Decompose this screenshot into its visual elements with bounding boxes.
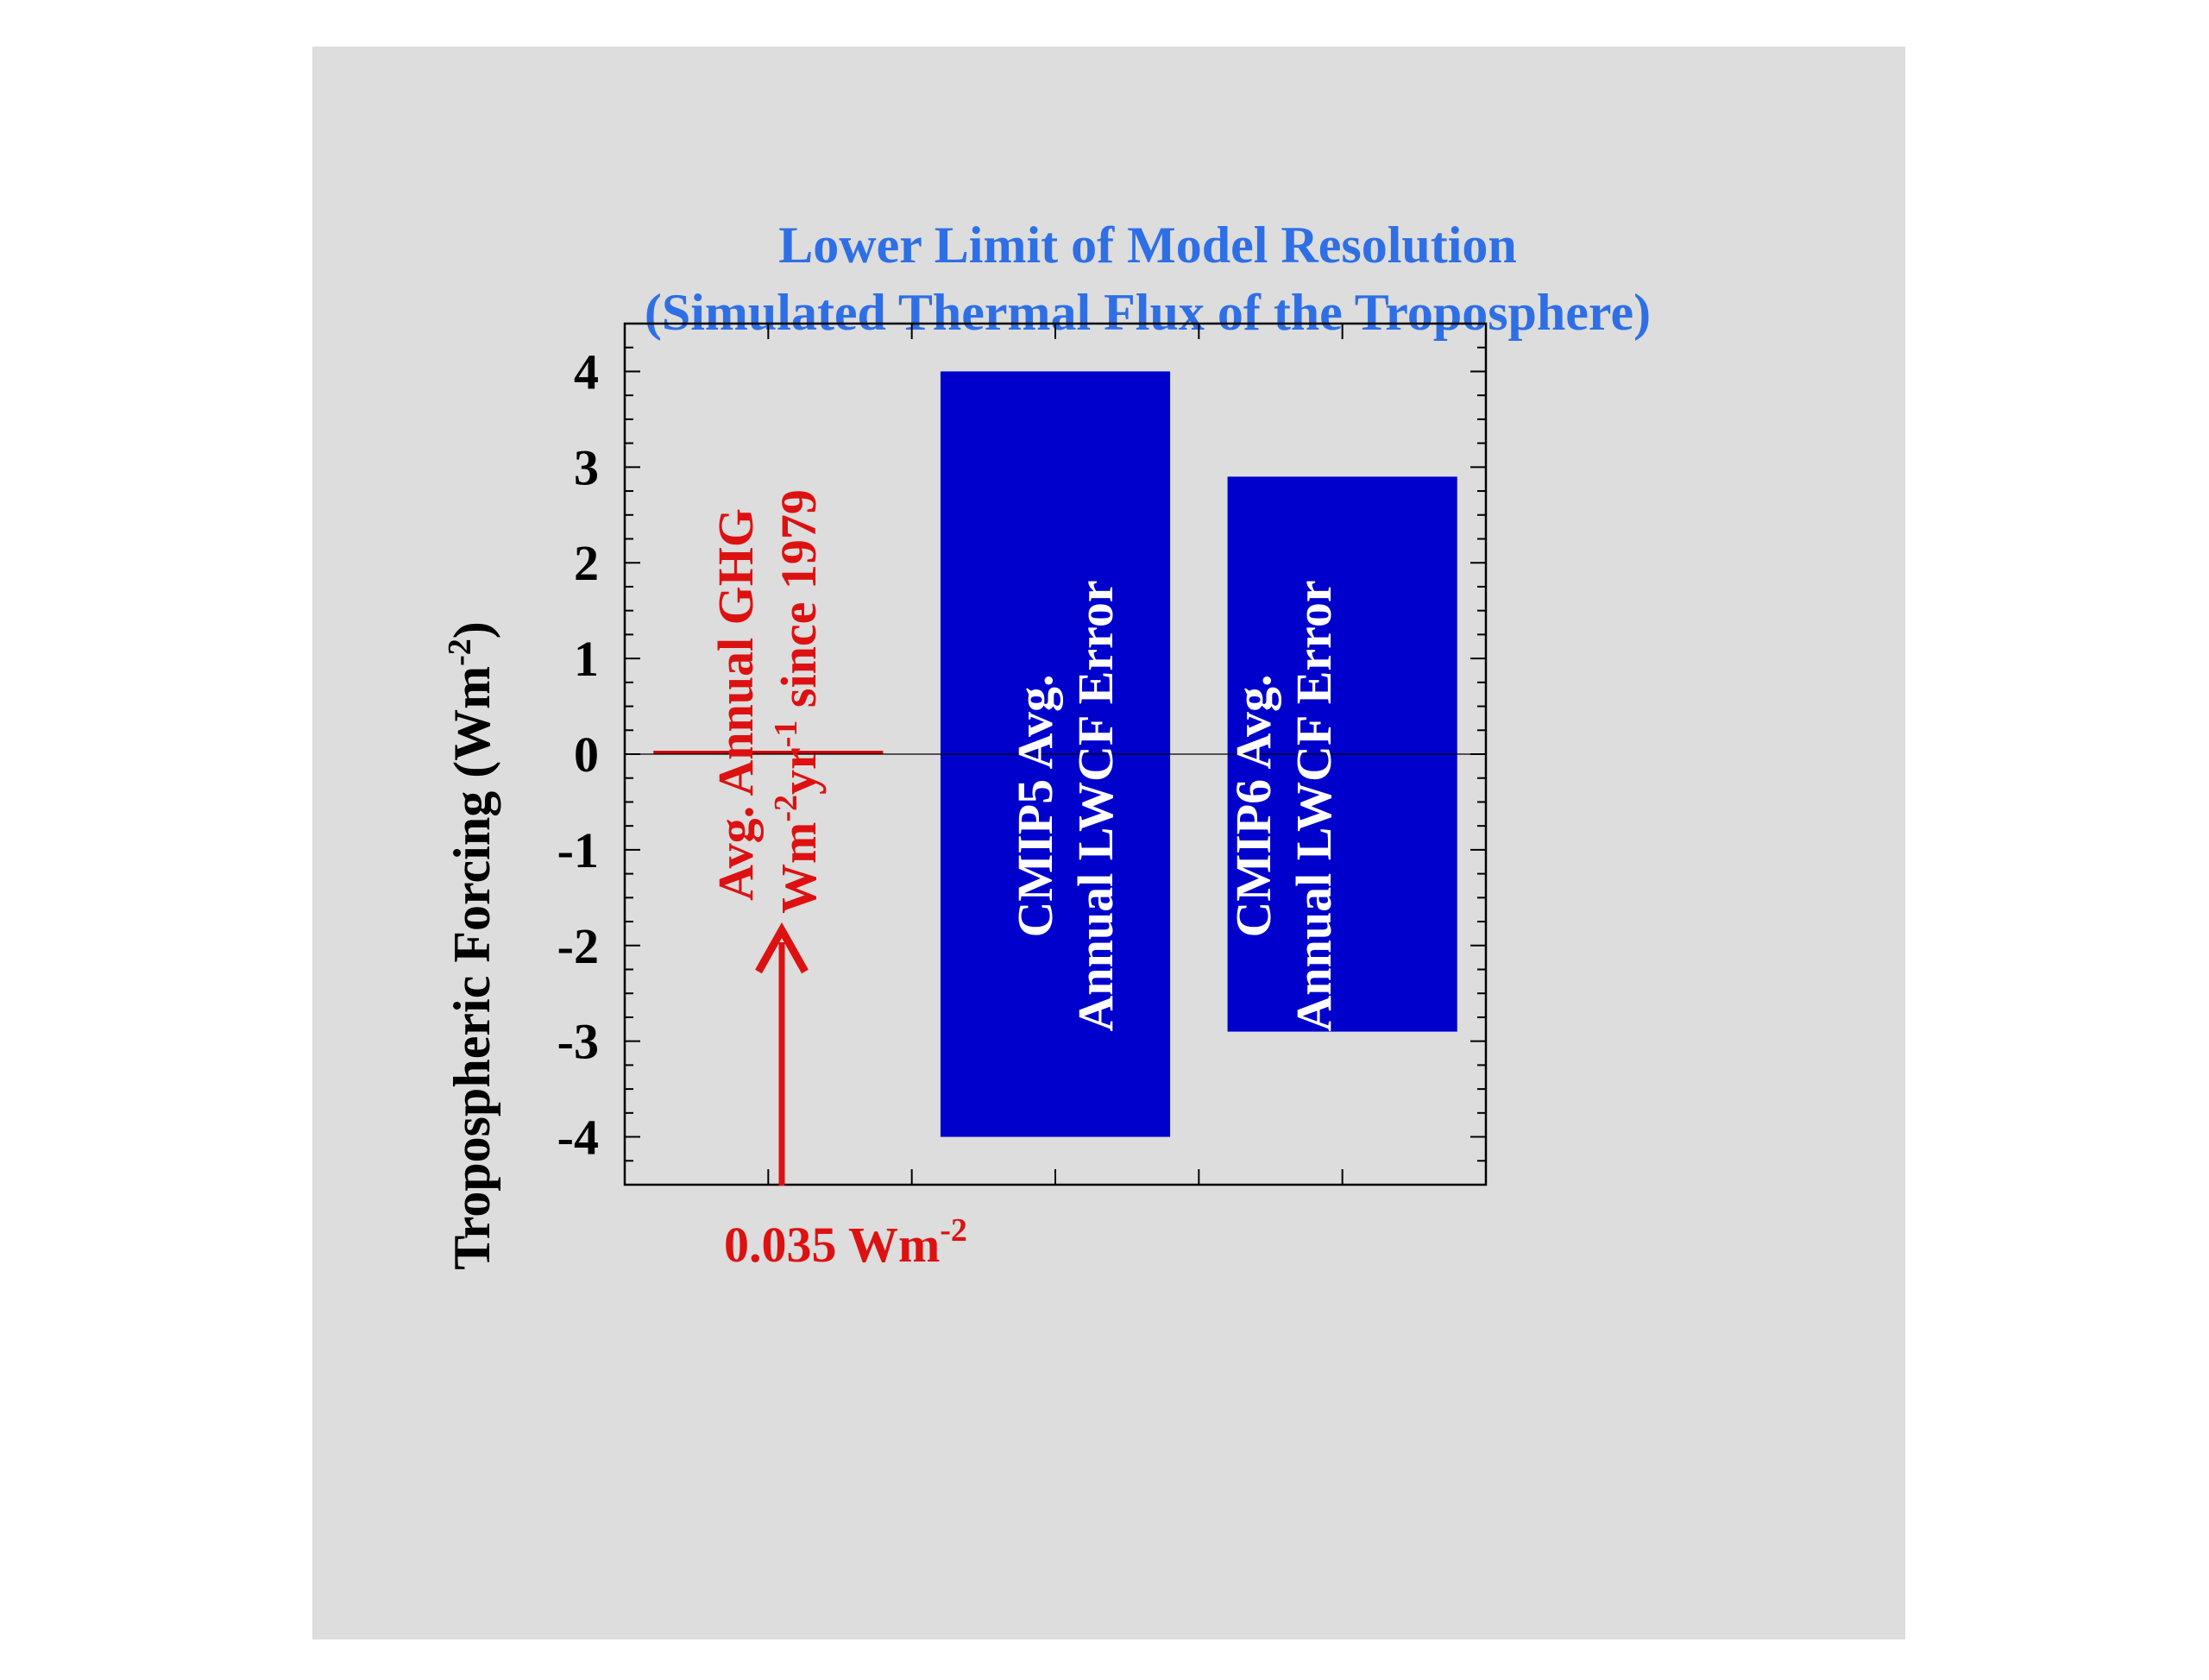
value-label-main: 0.035 Wm xyxy=(724,1217,941,1273)
y-tick-label: -4 xyxy=(557,1109,599,1166)
y-tick-label: 3 xyxy=(574,439,599,496)
ghg-unit-wm: Wm xyxy=(771,821,827,914)
ghg-annotation-line-1: Avg. Annual GHG xyxy=(708,508,764,901)
y-tick-label: -2 xyxy=(557,917,599,974)
cmip6-label-line-2: Annual LWCF Error xyxy=(1286,580,1342,1032)
ghg-unit-yr: yr xyxy=(771,747,827,796)
ghg-unit-sup-1: -2 xyxy=(768,795,804,822)
y-tick-label: 4 xyxy=(574,343,599,400)
chart-panel xyxy=(312,47,1905,1639)
cmip5-label-line-1: CMIP5 Avg. xyxy=(1007,674,1063,938)
chart-title-line-2: (Simulated Thermal Flux of the Troposphere) xyxy=(644,284,1652,341)
ghg-annotation-line-2 xyxy=(768,489,827,914)
ghg-since-text: since 1979 xyxy=(771,489,827,720)
chart-title-line-1: Lower Limit of Model Resolution xyxy=(778,217,1517,274)
cmip6-label-line-1: CMIP6 Avg. xyxy=(1225,674,1281,938)
value-label xyxy=(724,1212,967,1273)
y-tick-label: -3 xyxy=(557,1013,599,1070)
chart-svg xyxy=(312,47,1905,1639)
cmip5-label-line-2: Annual LWCF Error xyxy=(1067,580,1123,1032)
y-tick-label: 0 xyxy=(574,727,599,783)
y-axis-label-main: Tropospheric Forcing (Wm xyxy=(444,665,500,1270)
y-tick-label: 1 xyxy=(574,631,599,688)
ghg-unit-sup-2: -1 xyxy=(768,720,804,748)
y-tick-label: 2 xyxy=(574,535,599,592)
y-axis-label-sup: -2 xyxy=(442,639,478,666)
y-axis-label xyxy=(442,621,500,1270)
y-axis-label-close: ) xyxy=(444,621,500,639)
value-label-sup: -2 xyxy=(940,1212,967,1249)
y-tick-label: -1 xyxy=(557,821,599,878)
